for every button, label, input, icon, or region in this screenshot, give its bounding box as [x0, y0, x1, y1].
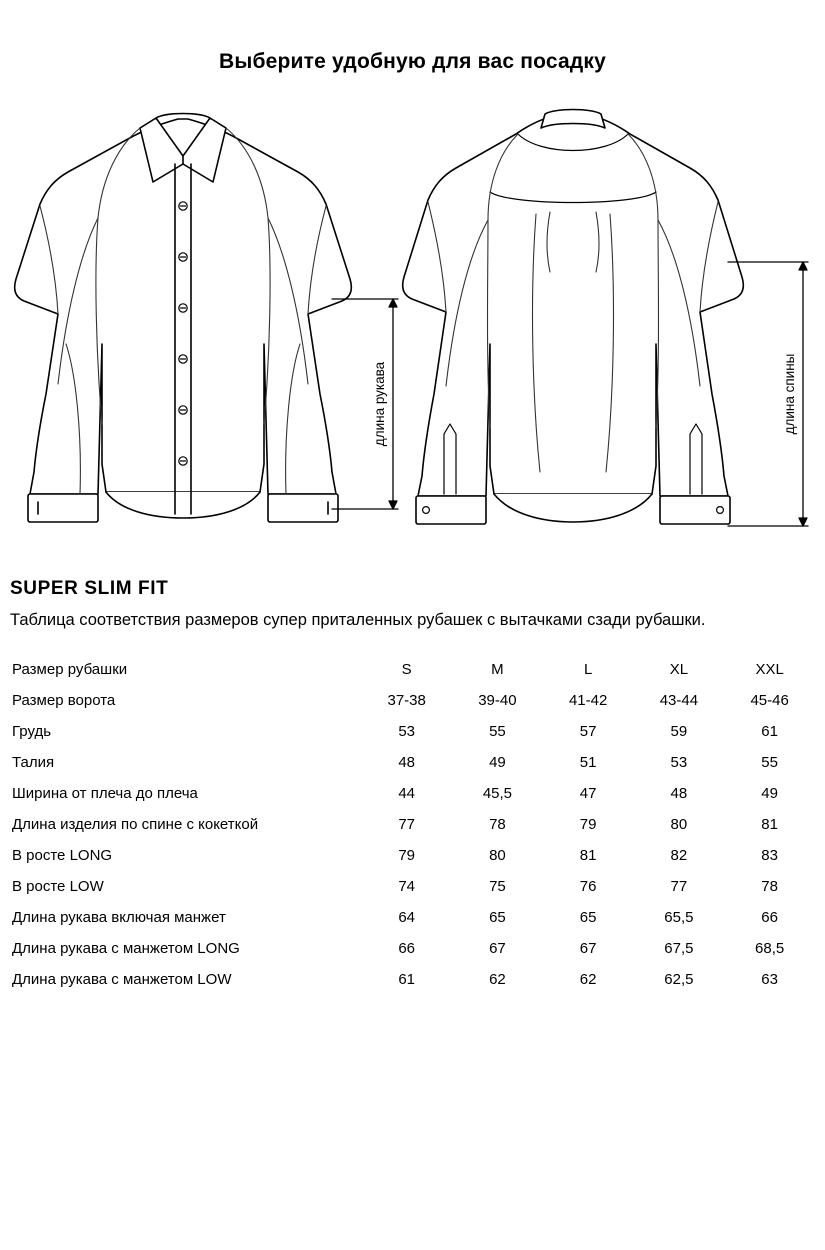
- cell-value: 53: [670, 754, 688, 772]
- table-row: [10, 778, 815, 809]
- cell-value: 48: [398, 754, 416, 772]
- cell-value: 57: [579, 723, 597, 741]
- front-shirt-drawing: [15, 114, 352, 523]
- table-row: [10, 809, 815, 840]
- cell-value: 48: [670, 785, 688, 803]
- cell-value: 65: [489, 909, 506, 927]
- row-label: Ширина от плеча до плеча: [12, 785, 198, 803]
- cell-value: 66: [398, 940, 416, 958]
- size-table: [10, 654, 815, 995]
- cell-value: 44: [398, 785, 416, 803]
- cell-value: 39-40: [478, 692, 517, 710]
- row-label: Длина рукава включая манжет: [12, 909, 226, 927]
- column-header-s: S: [401, 661, 412, 679]
- row-label: Талия: [12, 754, 55, 772]
- cell-value: 51: [579, 754, 597, 772]
- column-header-xl: XL: [669, 661, 689, 679]
- cell-value: 65: [579, 909, 597, 927]
- fit-description: Таблица соответствия размеров супер приталенных рубашек с вытачками сзади рубашки.: [10, 611, 706, 629]
- cell-value: 81: [579, 847, 597, 865]
- row-label: Грудь: [12, 723, 52, 741]
- cell-value: 79: [579, 816, 597, 834]
- table-row: [10, 716, 815, 747]
- row-label: В росте LOW: [12, 878, 104, 896]
- row-label: Длина рукава с манжетом LOW: [12, 971, 232, 989]
- cell-value: 82: [670, 847, 688, 865]
- column-header-l: L: [583, 661, 593, 679]
- table-row: [10, 964, 815, 995]
- cell-value: 66: [761, 909, 778, 927]
- shirt-illustration: [10, 94, 815, 564]
- sleeve-length-dimension: [332, 299, 398, 509]
- cell-value: 55: [761, 754, 778, 772]
- row-label: Длина рукава с манжетом LONG: [12, 940, 240, 958]
- cell-value: 67: [579, 940, 597, 958]
- cell-value: 74: [398, 878, 416, 896]
- sleeve-length-label: длина рукава: [372, 361, 387, 447]
- size-chart-page: [0, 50, 825, 1250]
- cell-value: 77: [670, 878, 688, 896]
- cell-value: 80: [670, 816, 688, 834]
- cell-value: 49: [489, 754, 506, 772]
- table-row: [10, 902, 815, 933]
- table-header-label: Размер рубашки: [12, 661, 128, 679]
- cell-value: 65,5: [664, 909, 694, 927]
- page-title: Выберите удобную для вас посадку: [218, 50, 607, 73]
- column-header-xxl: XXL: [755, 661, 784, 679]
- cell-value: 81: [761, 816, 778, 834]
- table-row: [10, 747, 815, 778]
- cell-value: 67,5: [664, 940, 694, 958]
- cell-value: 62,5: [664, 971, 694, 989]
- cell-value: 43-44: [659, 692, 699, 710]
- cell-value: 45-46: [750, 692, 789, 710]
- cell-value: 47: [579, 785, 597, 803]
- cell-value: 83: [761, 847, 778, 865]
- table-row: [10, 871, 815, 902]
- cell-value: 63: [761, 971, 778, 989]
- fit-name: SUPER SLIM FIT: [10, 578, 169, 599]
- cell-value: 80: [489, 847, 506, 865]
- row-label: В росте LONG: [12, 847, 113, 865]
- row-label: Размер ворота: [12, 692, 116, 710]
- table-row: [10, 933, 815, 964]
- table-row: [10, 840, 815, 871]
- table-row: [10, 685, 815, 716]
- cell-value: 68,5: [755, 940, 785, 958]
- cell-value: 77: [398, 816, 416, 834]
- column-header-m: M: [491, 661, 504, 679]
- cell-value: 45,5: [482, 785, 513, 803]
- cell-value: 55: [489, 723, 506, 741]
- back-shirt-drawing: [403, 110, 744, 525]
- cell-value: 59: [670, 723, 688, 741]
- cell-value: 76: [579, 878, 597, 896]
- cell-value: 75: [489, 878, 506, 896]
- cell-value: 61: [761, 723, 778, 741]
- cell-value: 61: [398, 971, 416, 989]
- cell-value: 49: [761, 785, 778, 803]
- cell-value: 67: [489, 940, 506, 958]
- cell-value: 78: [761, 878, 778, 896]
- cell-value: 53: [398, 723, 416, 741]
- cell-value: 62: [579, 971, 597, 989]
- row-label: Длина изделия по спине с кокеткой: [12, 816, 259, 834]
- back-length-label: длина спины: [782, 353, 797, 435]
- cell-value: 62: [489, 971, 506, 989]
- cell-value: 64: [398, 909, 416, 927]
- cell-value: 79: [398, 847, 416, 865]
- cell-value: 37-38: [387, 692, 426, 710]
- cell-value: 41-42: [568, 692, 608, 710]
- table-header-row: [10, 654, 815, 685]
- cell-value: 78: [489, 816, 506, 834]
